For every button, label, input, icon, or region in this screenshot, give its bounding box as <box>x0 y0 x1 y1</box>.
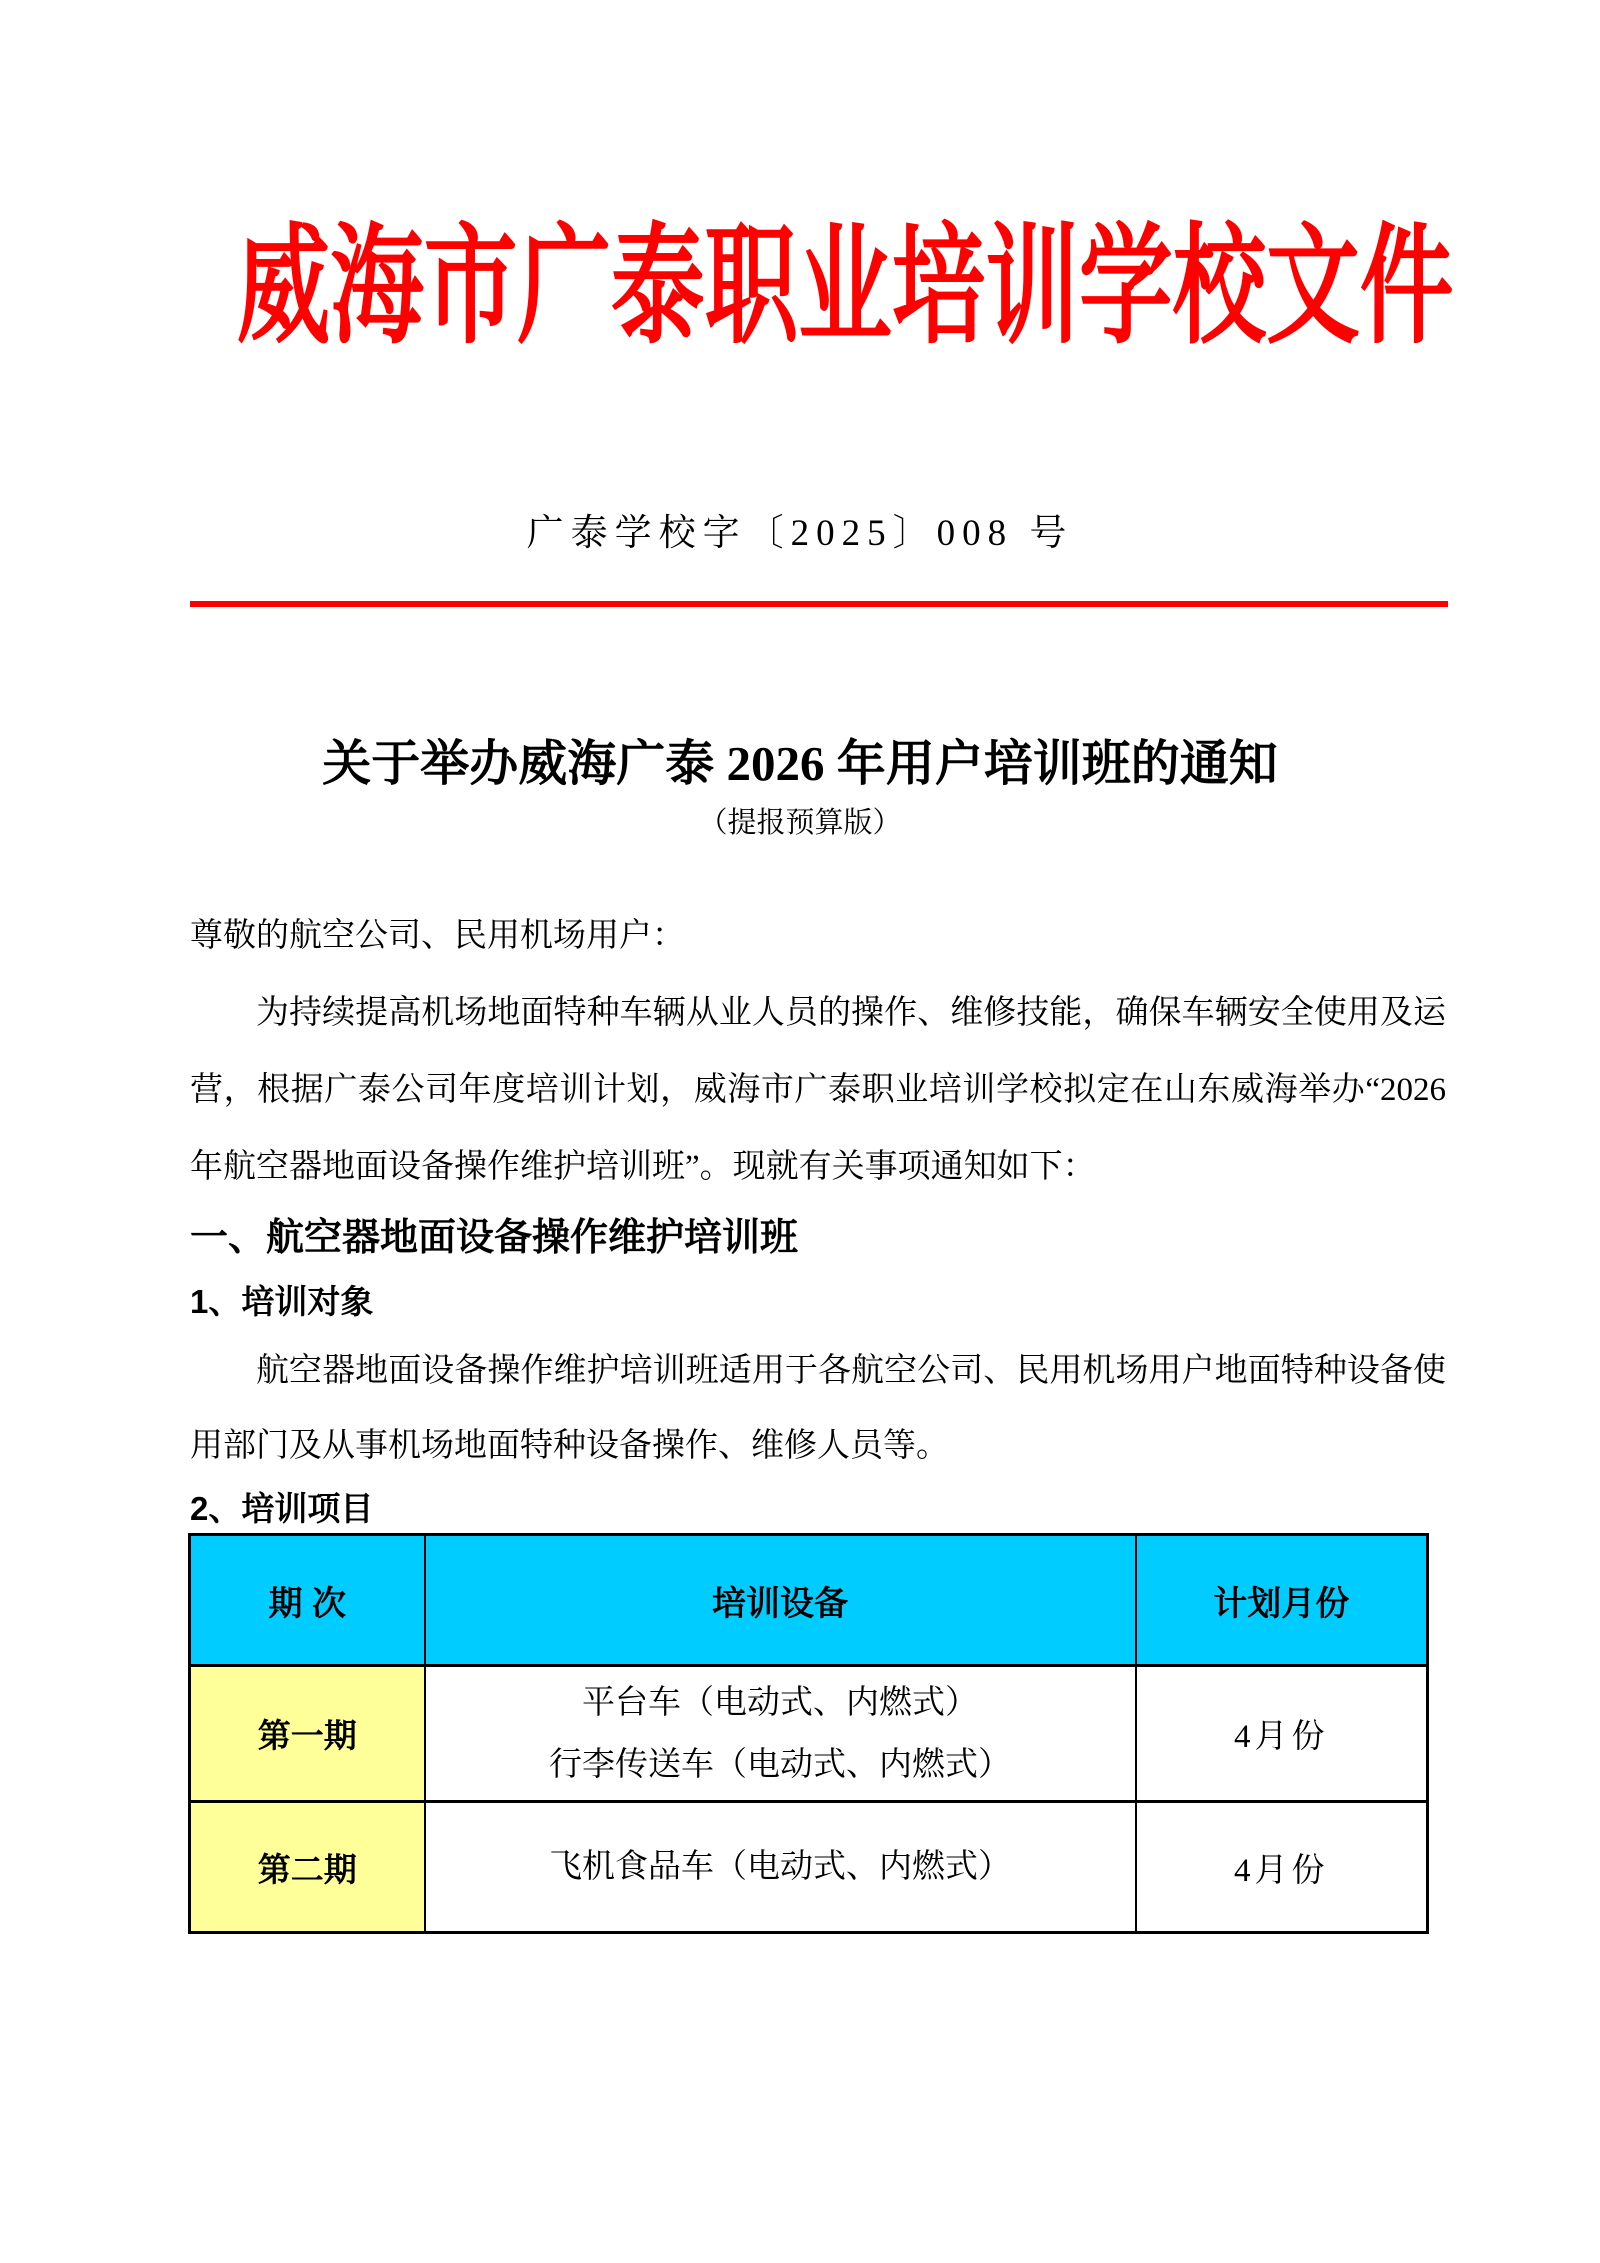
paragraph2-line2: 用部门及从事机场地面特种设备操作、维修人员等。 <box>190 1428 949 1464</box>
period-cell-2: 第二期 <box>190 1802 425 1933</box>
training-schedule-table <box>188 1533 1429 1934</box>
document-number: 广泰学校字〔2025〕008 号 <box>526 513 1074 554</box>
letterhead-title: 威海市广泰职业培训学校文件 <box>236 216 1454 360</box>
paragraph1-line2: 营，根据广泰公司年度培训计划，威海市广泰职业培训学校拟定在山东威海举办“2026 <box>190 1072 1446 1108</box>
equipment-line: 行李传送车（电动式、内燃式） <box>549 1746 1011 1783</box>
period-cell-1: 第一期 <box>190 1666 425 1802</box>
column-header-equipment: 培训设备 <box>425 1535 1136 1666</box>
table-row <box>190 1666 1428 1802</box>
section1-heading: 一、航空器地面设备操作维护培训班 <box>190 1217 799 1259</box>
subsection2-heading: 2、培训项目 <box>190 1490 374 1527</box>
column-header-period: 期 次 <box>190 1535 425 1666</box>
red-divider-line <box>190 601 1448 607</box>
equipment-line: 平台车（电动式、内燃式） <box>582 1684 978 1721</box>
letterhead <box>0 218 1600 358</box>
month-cell-2: 4月份 <box>1136 1802 1428 1933</box>
table-header-row <box>190 1535 1428 1666</box>
table-row <box>190 1802 1428 1933</box>
column-header-month: 计划月份 <box>1136 1535 1428 1666</box>
notice-body <box>190 898 1446 1534</box>
paragraph1-line3: 年航空器地面设备操作维护培训班”。现就有关事项通知如下： <box>190 1149 1096 1185</box>
subsection1-heading: 1、培训对象 <box>190 1283 374 1320</box>
salutation: 尊敬的航空公司、民用机场用户： <box>190 918 685 954</box>
paragraph2-line1: 航空器地面设备操作维护培训班适用于各航空公司、民用机场用户地面特种设备使 <box>256 1353 1446 1389</box>
equipment-cell-2 <box>425 1802 1136 1933</box>
notice-title: 关于举办威海广泰 2026 年用户培训班的通知 <box>322 736 1278 791</box>
month-cell-1: 4月份 <box>1136 1666 1428 1802</box>
equipment-line: 飞机食品车（电动式、内燃式） <box>549 1849 1011 1885</box>
notice-subtitle: （提报预算版） <box>698 807 902 839</box>
paragraph1-line1: 为持续提高机场地面特种车辆从业人员的操作、维修技能，确保车辆安全使用及运 <box>256 995 1446 1031</box>
equipment-cell-1 <box>425 1666 1136 1802</box>
